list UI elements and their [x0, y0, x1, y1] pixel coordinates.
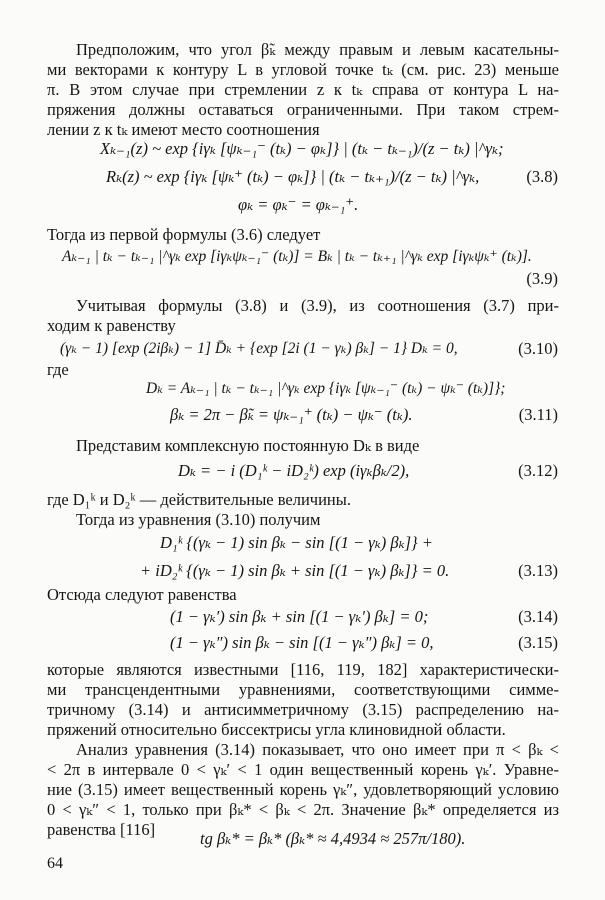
equation-number: (3.8) [526, 167, 558, 186]
paragraph-line: лении z к tₖ имеют место соотношения [47, 120, 320, 139]
equation-number: (3.9) [526, 269, 558, 288]
equation-3-10: (γₖ − 1) [exp (2iβₖ) − 1] D̄ₖ + {exp [2i (1 − γₖ) βₖ] − 1} Dₖ = 0, [60, 340, 458, 357]
paragraph-line: пряжений относительно биссектрисы угла клиновидной области. [47, 720, 506, 739]
equation-number: (3.14) [518, 607, 558, 626]
paragraph-line: Представим комплексную постоянную Dₖ в виде [76, 436, 420, 455]
equation-3-8-line3: φₖ = φₖ⁻ = φₖ₋₁⁺. [238, 195, 359, 214]
equation-3-13-line1: D₁ᵏ {(γₖ − 1) sin βₖ − sin [(1 − γₖ) βₖ]} + [160, 533, 433, 552]
paragraph-line: Тогда из первой формулы (3.6) следует [47, 225, 321, 244]
paragraph-line: Учитывая формулы (3.8) и (3.9), из соотношения (3.7) при- [76, 296, 559, 315]
word-gde: где [47, 360, 69, 379]
equation-number: (3.15) [518, 633, 558, 652]
paragraph-line: равенства [116] [47, 820, 156, 839]
equation-number: (3.12) [518, 461, 558, 480]
paragraph-line: Отсюда следуют равенства [47, 585, 237, 604]
equation-3-8-line2: Rₖ(z) ~ exp {iγₖ [ψₖ⁺ (tₖ) − φₖ]} | (tₖ − tₖ₊₁)/(z − tₖ) |^γₖ, [106, 167, 480, 186]
paragraph-line: ми трансцендентными уравнениями, соответствующими симме- [47, 680, 559, 699]
equation-3-8-line1: Xₖ₋₁(z) ~ exp {iγₖ [ψₖ₋₁⁻ (tₖ) − φₖ]} | (tₖ − tₖ₋₁)/(z − tₖ) |^γₖ; [100, 139, 504, 158]
equation-number: (3.11) [518, 405, 558, 424]
paragraph-line: тричному (3.14) и антисимметричному (3.15) распределению на- [47, 700, 559, 719]
paragraph-line: ходим к равенству [47, 316, 176, 335]
paragraph-line: ние (3.15) имеет вещественный корень γₖ″, удовлетворяющий условию [47, 780, 559, 799]
page-number: 64 [47, 855, 63, 872]
paragraph-line: π. В этом случае при стремлении z к tₖ справа от контура L на- [47, 80, 559, 99]
paragraph-line: пряжения должны оставаться ограниченными. При таком стрем- [47, 100, 559, 119]
equation-number: (3.10) [518, 339, 558, 358]
equation-3-12: Dₖ = − i (D₁ᵏ − iD₂ᵏ) exp (iγₖβₖ/2), [178, 461, 410, 480]
paragraph-line: ми векторами к контуру L в угловой точке tₖ (см. рис. 23) меньше [47, 60, 559, 79]
paragraph-line: < 2π в интервале 0 < γₖ′ < 1 один вещественный корень γₖ′. Уравне- [47, 760, 559, 779]
paragraph-line: где D₁ᵏ и D₂ᵏ — действительные величины. [47, 490, 351, 509]
paragraph-line: Предположим, что угол β̃ₖ между правым и левым касательны- [76, 40, 559, 59]
paragraph-line: 0 < γₖ″ < 1, только при βₖ* < βₖ < 2π. Значение βₖ* определяется из [47, 800, 559, 819]
equation-3-15: (1 − γₖ″) sin βₖ − sin [(1 − γₖ″) βₖ] = 0, [170, 633, 434, 652]
equation-3-14: (1 − γₖ′) sin βₖ + sin [(1 − γₖ′) βₖ] = 0; [170, 607, 429, 626]
equation-3-11-line2: βₖ = 2π − β̃ₖ = ψₖ₋₁⁺ (tₖ) − ψₖ⁻ (tₖ). [170, 405, 413, 424]
equation-3-11-line1: Dₖ = Aₖ₋₁ | tₖ − tₖ₋₁ |^γₖ exp {iγₖ [ψₖ₋₁⁻ (tₖ) − ψₖ⁻ (tₖ)]}; [146, 380, 506, 397]
paragraph-line: Анализ уравнения (3.14) показывает, что оно имеет при π < βₖ < [76, 740, 559, 759]
equation-number: (3.13) [518, 561, 558, 580]
paragraph-line: которые являются известными [116, 119, 182] характеристически- [47, 660, 559, 679]
paragraph-line: Тогда из уравнения (3.10) получим [76, 510, 321, 529]
equation-3-9: Aₖ₋₁ | tₖ − tₖ₋₁ |^γₖ exp [iγₖψₖ₋₁⁻ (tₖ)] = Bₖ | tₖ − tₖ₊₁ |^γₖ exp [iγₖψₖ⁺ (tₖ)]. [62, 248, 532, 265]
equation-tg-beta: tg βₖ* = βₖ* (βₖ* ≈ 4,4934 ≈ 257π/180). [200, 829, 466, 848]
equation-3-13-line2: + iD₂ᵏ {(γₖ − 1) sin βₖ + sin [(1 − γₖ) βₖ]} = 0. [140, 561, 450, 580]
